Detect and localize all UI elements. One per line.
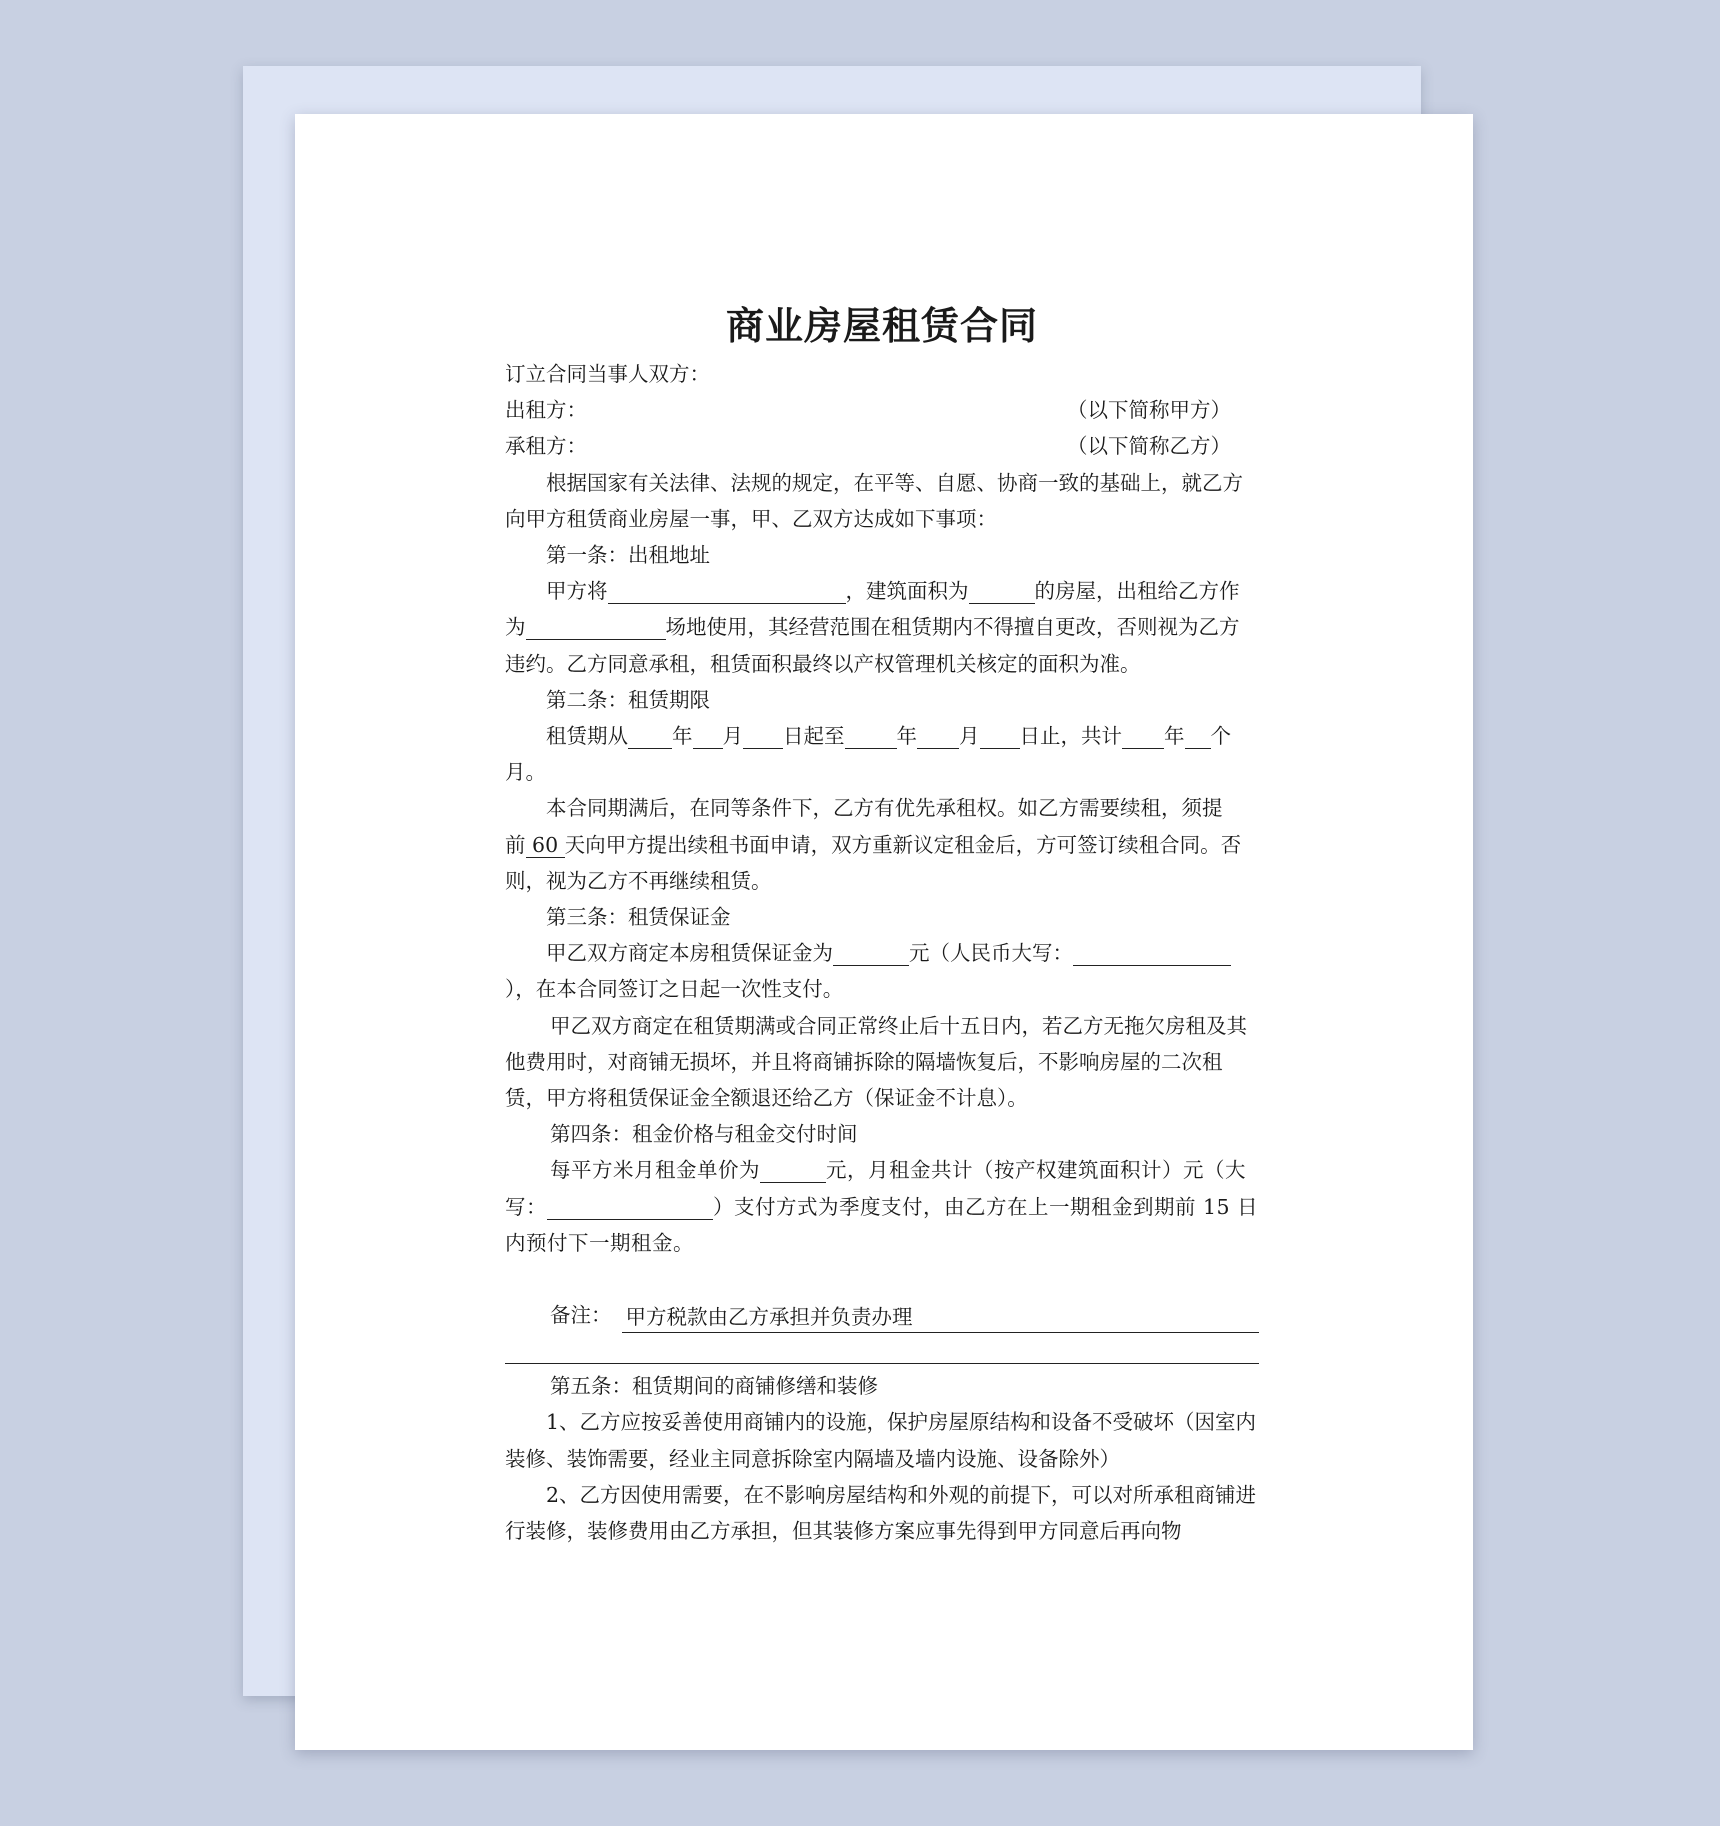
document-body — [505, 296, 1259, 1549]
text-span: 元（人民币大写： — [909, 941, 1073, 966]
remark-continuation-line — [505, 1333, 1259, 1364]
deposit-amount-blank — [833, 941, 909, 966]
text-span: 元，月租金共计（按产权建筑面积计）元（大写： — [505, 1158, 1246, 1219]
document-title: 商业房屋租赁合同 — [725, 303, 1038, 348]
start-year-blank — [628, 724, 672, 749]
text-span: 日止，共计 — [1019, 724, 1122, 749]
article-5-heading: 第五条：租赁期间的商铺修缮和装修 — [550, 1374, 878, 1399]
article-3-paragraph-1 — [505, 935, 1259, 1007]
spacer — [505, 1261, 1259, 1297]
start-day-blank — [743, 724, 783, 749]
text-span: 甲乙双方商定本房租赁保证金为 — [546, 941, 833, 966]
article-1-paragraph — [505, 573, 1259, 682]
article-3-heading: 第三条：租赁保证金 — [546, 905, 731, 930]
unit-price-blank — [760, 1158, 826, 1183]
end-year-blank — [845, 724, 897, 749]
article-4-paragraph — [505, 1152, 1259, 1261]
text-span: 天向甲方提出续租书面申请，双方重新议定租金后，方可签订续租合同。否则，视为乙方不再继续租赁。 — [505, 832, 1242, 893]
area-blank — [969, 579, 1035, 604]
address-blank — [608, 579, 846, 604]
article-5-item-2: 2、乙方因使用需要，在不影响房屋结构和外观的前提下，可以对所承租商铺进行装修，装修费用由乙方承担，但其装修方案应事先得到甲方同意后再向物 — [505, 1482, 1257, 1544]
text-span: 年 — [672, 724, 693, 749]
article-4-heading: 第四条：租金价格与租金交付时间 — [550, 1122, 858, 1147]
remark-label: 备注： — [550, 1303, 612, 1328]
remark-row — [505, 1297, 1259, 1333]
end-month-blank — [917, 724, 959, 749]
start-month-blank — [693, 724, 723, 749]
text-span: ）支付方式为季度支付，由乙方在上一期租金到期前 15 日内预付下一期租金。 — [505, 1194, 1259, 1255]
remark-value: 甲方税款由乙方承担并负责办理 — [622, 1302, 1260, 1333]
text-span: ，建筑面积为 — [845, 579, 969, 604]
text-span: 的房屋，出租给乙方作为 — [505, 579, 1240, 640]
article-2-paragraph-1 — [505, 718, 1259, 790]
text-span: ），在本合同签订之日起一次性支付。 — [505, 977, 844, 1002]
preamble: 根据国家有关法律、法规的规定，在平等、自愿、协商一致的基础上，就乙方向甲方租赁商业房屋一事，甲、乙双方达成如下事项： — [505, 470, 1243, 531]
notice-days — [526, 833, 565, 858]
article-1-heading: 第一条：出租地址 — [546, 543, 710, 568]
total-years-blank — [1122, 724, 1164, 749]
text-span: 场地使用，其经营范围在租赁期内不得擅自更改，否则视为乙方违约。乙方同意承租，租赁面积最终以产权管理机关核定的面积为准。 — [505, 615, 1240, 676]
lessee-label: 承租方： — [505, 434, 587, 459]
text-span: 本合同期满后，在同等条件下，乙方有优先承租权。如乙方需要续租，须提前 — [505, 796, 1223, 857]
lessee-note: （以下简称乙方） — [1067, 434, 1231, 459]
lessee-row — [505, 428, 1259, 464]
total-months-blank — [1185, 724, 1211, 749]
article-3-paragraph-2: 甲乙双方商定在租赁期满或合同正常终止后十五日内，若乙方无拖欠房租及其他费用时，对商铺无损坏，并且将商铺拆除的隔墙恢复后，不影响房屋的二次租赁，甲方将租赁保证金全额退还给乙方（保证金不计息）。 — [505, 1013, 1247, 1111]
text-span: 年 — [896, 724, 917, 749]
article-2-heading: 第二条：租赁期限 — [546, 687, 710, 712]
text-span: 租赁期从 — [546, 724, 628, 749]
rent-words-blank — [547, 1195, 713, 1220]
lessor-note: （以下简称甲方） — [1067, 398, 1231, 423]
notice-days-value: 60 — [532, 832, 559, 857]
text-span: 月 — [959, 724, 980, 749]
end-day-blank — [980, 724, 1020, 749]
parties-intro: 订立合同当事人双方： — [505, 362, 710, 386]
usage-blank — [526, 615, 666, 640]
article-2-paragraph-2 — [505, 790, 1259, 899]
article-5-item-1: 1、乙方应按妥善使用商铺内的设施，保护房屋原结构和设备不受破坏（因室内装修、装饰需要，经业主同意拆除室内隔墙及墙内设施、设备除外） — [505, 1410, 1257, 1471]
text-span: 甲方将 — [546, 579, 608, 604]
text-span: 每平方米月租金单价为 — [550, 1158, 760, 1183]
lessor-label: 出租方： — [505, 398, 587, 423]
text-span: 日起至 — [783, 724, 845, 749]
text-span: 月 — [722, 724, 743, 749]
text-span: 年 — [1164, 724, 1185, 749]
lessor-row — [505, 392, 1259, 428]
deposit-words-blank — [1073, 941, 1231, 966]
text-span: 个月。 — [505, 724, 1231, 785]
